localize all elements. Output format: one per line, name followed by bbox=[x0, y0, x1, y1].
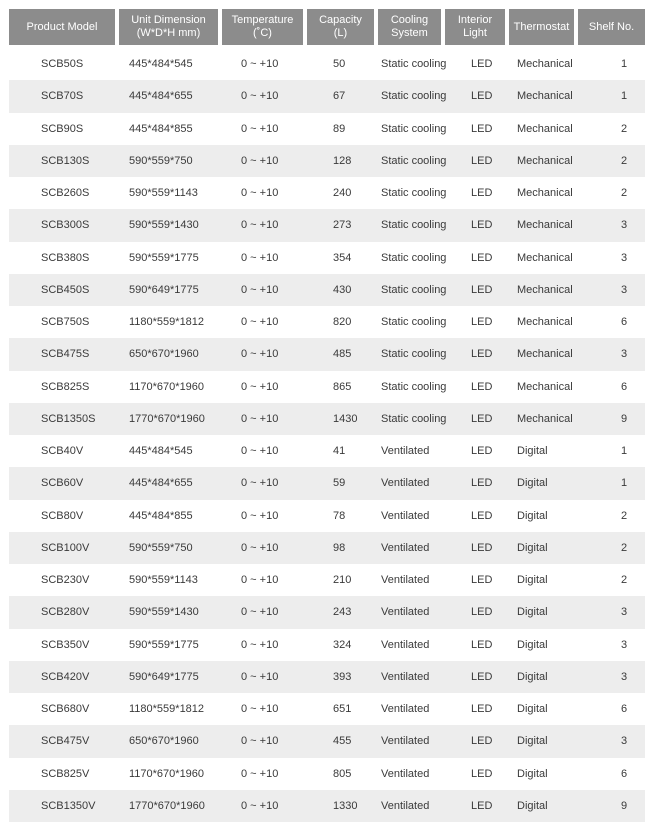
header-shelf-no: Shelf No. bbox=[578, 9, 645, 45]
table-row bbox=[9, 467, 645, 499]
cell-temperature: 0 ~ +10 bbox=[241, 283, 279, 296]
header-temperature: Temperature (˚C) bbox=[222, 9, 303, 45]
cell-cooling-system: Ventilated bbox=[381, 670, 430, 683]
cell-cooling-system: Ventilated bbox=[381, 477, 430, 490]
cell-shelf-no: 9 bbox=[621, 799, 628, 812]
cell-cooling-system: Ventilated bbox=[381, 509, 430, 522]
cell-interior-light: LED bbox=[471, 445, 493, 458]
cell-thermostat: Mechanical bbox=[517, 316, 573, 329]
cell-cooling-system: Static cooling bbox=[381, 348, 447, 361]
cell-shelf-no: 3 bbox=[621, 348, 628, 361]
cell-product-model: SCB70S bbox=[41, 90, 84, 103]
cell-unit-dimension: 590*559*750 bbox=[129, 541, 193, 554]
cell-temperature: 0 ~ +10 bbox=[241, 58, 279, 71]
cell-shelf-no: 3 bbox=[621, 219, 628, 232]
cell-interior-light: LED bbox=[471, 380, 493, 393]
table-row bbox=[9, 661, 645, 693]
cell-interior-light: LED bbox=[471, 219, 493, 232]
table-row bbox=[9, 435, 645, 467]
cell-unit-dimension: 590*559*1143 bbox=[129, 574, 198, 587]
table-row bbox=[9, 500, 645, 532]
cell-shelf-no: 6 bbox=[621, 316, 628, 329]
table-row bbox=[9, 177, 645, 209]
cell-product-model: SCB50S bbox=[41, 58, 84, 71]
header-capacity: Capacity (L) bbox=[307, 9, 374, 45]
cell-interior-light: LED bbox=[471, 703, 493, 716]
cell-thermostat: Mechanical bbox=[517, 380, 573, 393]
cell-unit-dimension: 1770*670*1960 bbox=[129, 412, 205, 425]
cell-cooling-system: Static cooling bbox=[381, 251, 447, 264]
cell-unit-dimension: 590*559*1143 bbox=[129, 187, 198, 200]
cell-product-model: SCB260S bbox=[41, 187, 90, 200]
cell-shelf-no: 6 bbox=[621, 767, 628, 780]
cell-shelf-no: 3 bbox=[621, 638, 628, 651]
cell-interior-light: LED bbox=[471, 670, 493, 683]
cell-thermostat: Digital bbox=[517, 735, 548, 748]
cell-thermostat: Digital bbox=[517, 638, 548, 651]
cell-thermostat: Digital bbox=[517, 606, 548, 619]
cell-capacity: 820 bbox=[333, 316, 352, 329]
cell-unit-dimension: 590*649*1775 bbox=[129, 670, 199, 683]
cell-capacity: 865 bbox=[333, 380, 352, 393]
cell-shelf-no: 2 bbox=[621, 574, 628, 587]
cell-temperature: 0 ~ +10 bbox=[241, 90, 279, 103]
cell-thermostat: Mechanical bbox=[517, 187, 573, 200]
cell-capacity: 78 bbox=[333, 509, 346, 522]
cell-interior-light: LED bbox=[471, 767, 493, 780]
table-row bbox=[9, 790, 645, 822]
cell-unit-dimension: 590*559*1430 bbox=[129, 219, 199, 232]
table-row bbox=[9, 145, 645, 177]
cell-interior-light: LED bbox=[471, 316, 493, 329]
cell-interior-light: LED bbox=[471, 509, 493, 522]
cell-shelf-no: 3 bbox=[621, 283, 628, 296]
cell-capacity: 485 bbox=[333, 348, 352, 361]
cell-unit-dimension: 650*670*1960 bbox=[129, 348, 199, 361]
cell-shelf-no: 6 bbox=[621, 703, 628, 716]
cell-cooling-system: Static cooling bbox=[381, 187, 447, 200]
cell-unit-dimension: 1180*559*1812 bbox=[129, 316, 205, 329]
cell-shelf-no: 9 bbox=[621, 412, 628, 425]
cell-temperature: 0 ~ +10 bbox=[241, 703, 279, 716]
cell-capacity: 210 bbox=[333, 574, 352, 587]
cell-temperature: 0 ~ +10 bbox=[241, 606, 279, 619]
cell-capacity: 128 bbox=[333, 154, 352, 167]
table-row bbox=[9, 725, 645, 757]
cell-capacity: 393 bbox=[333, 670, 352, 683]
cell-interior-light: LED bbox=[471, 477, 493, 490]
table-row bbox=[9, 274, 645, 306]
table-row bbox=[9, 758, 645, 790]
table-row bbox=[9, 338, 645, 370]
cell-interior-light: LED bbox=[471, 58, 493, 71]
cell-cooling-system: Static cooling bbox=[381, 90, 447, 103]
header-thermostat: Thermostat bbox=[509, 9, 574, 45]
cell-capacity: 50 bbox=[333, 58, 346, 71]
table-row bbox=[9, 596, 645, 628]
cell-capacity: 651 bbox=[333, 703, 352, 716]
cell-thermostat: Mechanical bbox=[517, 58, 573, 71]
cell-thermostat: Digital bbox=[517, 799, 548, 812]
cell-cooling-system: Static cooling bbox=[381, 122, 447, 135]
cell-interior-light: LED bbox=[471, 154, 493, 167]
cell-unit-dimension: 1170*670*1960 bbox=[129, 767, 205, 780]
cell-unit-dimension: 650*670*1960 bbox=[129, 735, 199, 748]
cell-cooling-system: Ventilated bbox=[381, 767, 430, 780]
cell-unit-dimension: 1180*559*1812 bbox=[129, 703, 205, 716]
table-row bbox=[9, 532, 645, 564]
cell-cooling-system: Ventilated bbox=[381, 574, 430, 587]
cell-temperature: 0 ~ +10 bbox=[241, 412, 279, 425]
cell-temperature: 0 ~ +10 bbox=[241, 445, 279, 458]
cell-interior-light: LED bbox=[471, 412, 493, 425]
cell-capacity: 805 bbox=[333, 767, 352, 780]
cell-unit-dimension: 445*484*545 bbox=[129, 58, 193, 71]
cell-product-model: SCB450S bbox=[41, 283, 90, 296]
cell-unit-dimension: 445*484*655 bbox=[129, 477, 193, 490]
cell-cooling-system: Static cooling bbox=[381, 154, 447, 167]
cell-unit-dimension: 1770*670*1960 bbox=[129, 799, 205, 812]
cell-shelf-no: 6 bbox=[621, 380, 628, 393]
cell-product-model: SCB80V bbox=[41, 509, 84, 522]
cell-unit-dimension: 590*559*1775 bbox=[129, 251, 199, 264]
cell-cooling-system: Ventilated bbox=[381, 799, 430, 812]
cell-product-model: SCB1350V bbox=[41, 799, 96, 812]
cell-thermostat: Mechanical bbox=[517, 348, 573, 361]
cell-thermostat: Digital bbox=[517, 477, 548, 490]
cell-temperature: 0 ~ +10 bbox=[241, 541, 279, 554]
cell-capacity: 67 bbox=[333, 90, 346, 103]
cell-interior-light: LED bbox=[471, 187, 493, 200]
table-row bbox=[9, 629, 645, 661]
cell-unit-dimension: 1170*670*1960 bbox=[129, 380, 205, 393]
cell-cooling-system: Ventilated bbox=[381, 638, 430, 651]
cell-temperature: 0 ~ +10 bbox=[241, 638, 279, 651]
header-unit-dimension: Unit Dimension (W*D*H mm) bbox=[119, 9, 218, 45]
table-row bbox=[9, 403, 645, 435]
cell-temperature: 0 ~ +10 bbox=[241, 670, 279, 683]
cell-product-model: SCB40V bbox=[41, 445, 84, 458]
cell-shelf-no: 1 bbox=[621, 477, 628, 490]
cell-temperature: 0 ~ +10 bbox=[241, 154, 279, 167]
cell-shelf-no: 1 bbox=[621, 90, 628, 103]
cell-temperature: 0 ~ +10 bbox=[241, 316, 279, 329]
cell-product-model: SCB90S bbox=[41, 122, 84, 135]
cell-shelf-no: 1 bbox=[621, 445, 628, 458]
cell-capacity: 1430 bbox=[333, 412, 358, 425]
cell-shelf-no: 3 bbox=[621, 606, 628, 619]
cell-interior-light: LED bbox=[471, 735, 493, 748]
cell-interior-light: LED bbox=[471, 574, 493, 587]
cell-temperature: 0 ~ +10 bbox=[241, 799, 279, 812]
cell-capacity: 455 bbox=[333, 735, 352, 748]
cell-product-model: SCB1350S bbox=[41, 412, 96, 425]
cell-shelf-no: 2 bbox=[621, 509, 628, 522]
cell-product-model: SCB350V bbox=[41, 638, 90, 651]
table-row bbox=[9, 80, 645, 112]
cell-unit-dimension: 590*649*1775 bbox=[129, 283, 199, 296]
cell-unit-dimension: 445*484*855 bbox=[129, 122, 193, 135]
cell-temperature: 0 ~ +10 bbox=[241, 348, 279, 361]
cell-temperature: 0 ~ +10 bbox=[241, 380, 279, 393]
cell-product-model: SCB420V bbox=[41, 670, 90, 683]
cell-unit-dimension: 590*559*1775 bbox=[129, 638, 199, 651]
cell-shelf-no: 2 bbox=[621, 122, 628, 135]
cell-shelf-no: 3 bbox=[621, 735, 628, 748]
cell-cooling-system: Ventilated bbox=[381, 703, 430, 716]
cell-temperature: 0 ~ +10 bbox=[241, 574, 279, 587]
cell-thermostat: Mechanical bbox=[517, 219, 573, 232]
table-row bbox=[9, 242, 645, 274]
cell-product-model: SCB475V bbox=[41, 735, 90, 748]
cell-temperature: 0 ~ +10 bbox=[241, 477, 279, 490]
cell-cooling-system: Static cooling bbox=[381, 380, 447, 393]
cell-interior-light: LED bbox=[471, 283, 493, 296]
cell-capacity: 240 bbox=[333, 187, 352, 200]
cell-shelf-no: 2 bbox=[621, 187, 628, 200]
cell-thermostat: Mechanical bbox=[517, 283, 573, 296]
table-row bbox=[9, 306, 645, 338]
cell-cooling-system: Static cooling bbox=[381, 283, 447, 296]
table-row bbox=[9, 693, 645, 725]
cell-thermostat: Digital bbox=[517, 767, 548, 780]
cell-temperature: 0 ~ +10 bbox=[241, 187, 279, 200]
cell-shelf-no: 2 bbox=[621, 154, 628, 167]
cell-cooling-system: Static cooling bbox=[381, 58, 447, 71]
cell-unit-dimension: 445*484*855 bbox=[129, 509, 193, 522]
cell-capacity: 273 bbox=[333, 219, 352, 232]
cell-product-model: SCB475S bbox=[41, 348, 90, 361]
header-interior-light: Interior Light bbox=[445, 9, 505, 45]
table-row bbox=[9, 371, 645, 403]
cell-cooling-system: Ventilated bbox=[381, 606, 430, 619]
cell-interior-light: LED bbox=[471, 541, 493, 554]
cell-cooling-system: Static cooling bbox=[381, 316, 447, 329]
cell-thermostat: Digital bbox=[517, 670, 548, 683]
cell-capacity: 59 bbox=[333, 477, 346, 490]
cell-interior-light: LED bbox=[471, 348, 493, 361]
cell-capacity: 89 bbox=[333, 122, 346, 135]
cell-cooling-system: Ventilated bbox=[381, 445, 430, 458]
cell-cooling-system: Static cooling bbox=[381, 412, 447, 425]
table-row bbox=[9, 209, 645, 241]
cell-product-model: SCB680V bbox=[41, 703, 90, 716]
cell-temperature: 0 ~ +10 bbox=[241, 219, 279, 232]
cell-capacity: 1330 bbox=[333, 799, 358, 812]
cell-temperature: 0 ~ +10 bbox=[241, 767, 279, 780]
cell-temperature: 0 ~ +10 bbox=[241, 509, 279, 522]
table-row bbox=[9, 113, 645, 145]
cell-unit-dimension: 590*559*750 bbox=[129, 154, 193, 167]
cell-unit-dimension: 445*484*545 bbox=[129, 445, 193, 458]
cell-capacity: 243 bbox=[333, 606, 352, 619]
cell-interior-light: LED bbox=[471, 606, 493, 619]
cell-cooling-system: Static cooling bbox=[381, 219, 447, 232]
cell-capacity: 41 bbox=[333, 445, 346, 458]
table-row bbox=[9, 564, 645, 596]
cell-capacity: 324 bbox=[333, 638, 352, 651]
cell-temperature: 0 ~ +10 bbox=[241, 735, 279, 748]
cell-shelf-no: 3 bbox=[621, 251, 628, 264]
cell-product-model: SCB825S bbox=[41, 380, 90, 393]
cell-product-model: SCB60V bbox=[41, 477, 84, 490]
cell-shelf-no: 3 bbox=[621, 670, 628, 683]
cell-capacity: 430 bbox=[333, 283, 352, 296]
cell-interior-light: LED bbox=[471, 251, 493, 264]
cell-thermostat: Mechanical bbox=[517, 251, 573, 264]
cell-capacity: 354 bbox=[333, 251, 352, 264]
cell-interior-light: LED bbox=[471, 799, 493, 812]
cell-thermostat: Mechanical bbox=[517, 154, 573, 167]
header-product-model: Product Model bbox=[9, 9, 115, 45]
table-header bbox=[9, 9, 645, 45]
cell-cooling-system: Ventilated bbox=[381, 541, 430, 554]
cell-interior-light: LED bbox=[471, 638, 493, 651]
header-cooling-system: Cooling System bbox=[378, 9, 441, 45]
cell-interior-light: LED bbox=[471, 90, 493, 103]
cell-product-model: SCB380S bbox=[41, 251, 90, 264]
cell-product-model: SCB300S bbox=[41, 219, 90, 232]
cell-product-model: SCB230V bbox=[41, 574, 90, 587]
cell-thermostat: Mechanical bbox=[517, 412, 573, 425]
table-body bbox=[9, 48, 645, 822]
cell-unit-dimension: 590*559*1430 bbox=[129, 606, 199, 619]
cell-thermostat: Mechanical bbox=[517, 122, 573, 135]
table-row bbox=[9, 48, 645, 80]
cell-thermostat: Digital bbox=[517, 445, 548, 458]
cell-thermostat: Digital bbox=[517, 509, 548, 522]
cell-thermostat: Digital bbox=[517, 703, 548, 716]
cell-shelf-no: 1 bbox=[621, 58, 628, 71]
cell-temperature: 0 ~ +10 bbox=[241, 122, 279, 135]
cell-thermostat: Digital bbox=[517, 541, 548, 554]
cell-product-model: SCB280V bbox=[41, 606, 90, 619]
cell-product-model: SCB130S bbox=[41, 154, 90, 167]
cell-cooling-system: Ventilated bbox=[381, 735, 430, 748]
cell-thermostat: Mechanical bbox=[517, 90, 573, 103]
cell-unit-dimension: 445*484*655 bbox=[129, 90, 193, 103]
cell-shelf-no: 2 bbox=[621, 541, 628, 554]
cell-interior-light: LED bbox=[471, 122, 493, 135]
cell-capacity: 98 bbox=[333, 541, 346, 554]
cell-product-model: SCB825V bbox=[41, 767, 90, 780]
cell-thermostat: Digital bbox=[517, 574, 548, 587]
cell-temperature: 0 ~ +10 bbox=[241, 251, 279, 264]
cell-product-model: SCB750S bbox=[41, 316, 90, 329]
cell-product-model: SCB100V bbox=[41, 541, 90, 554]
